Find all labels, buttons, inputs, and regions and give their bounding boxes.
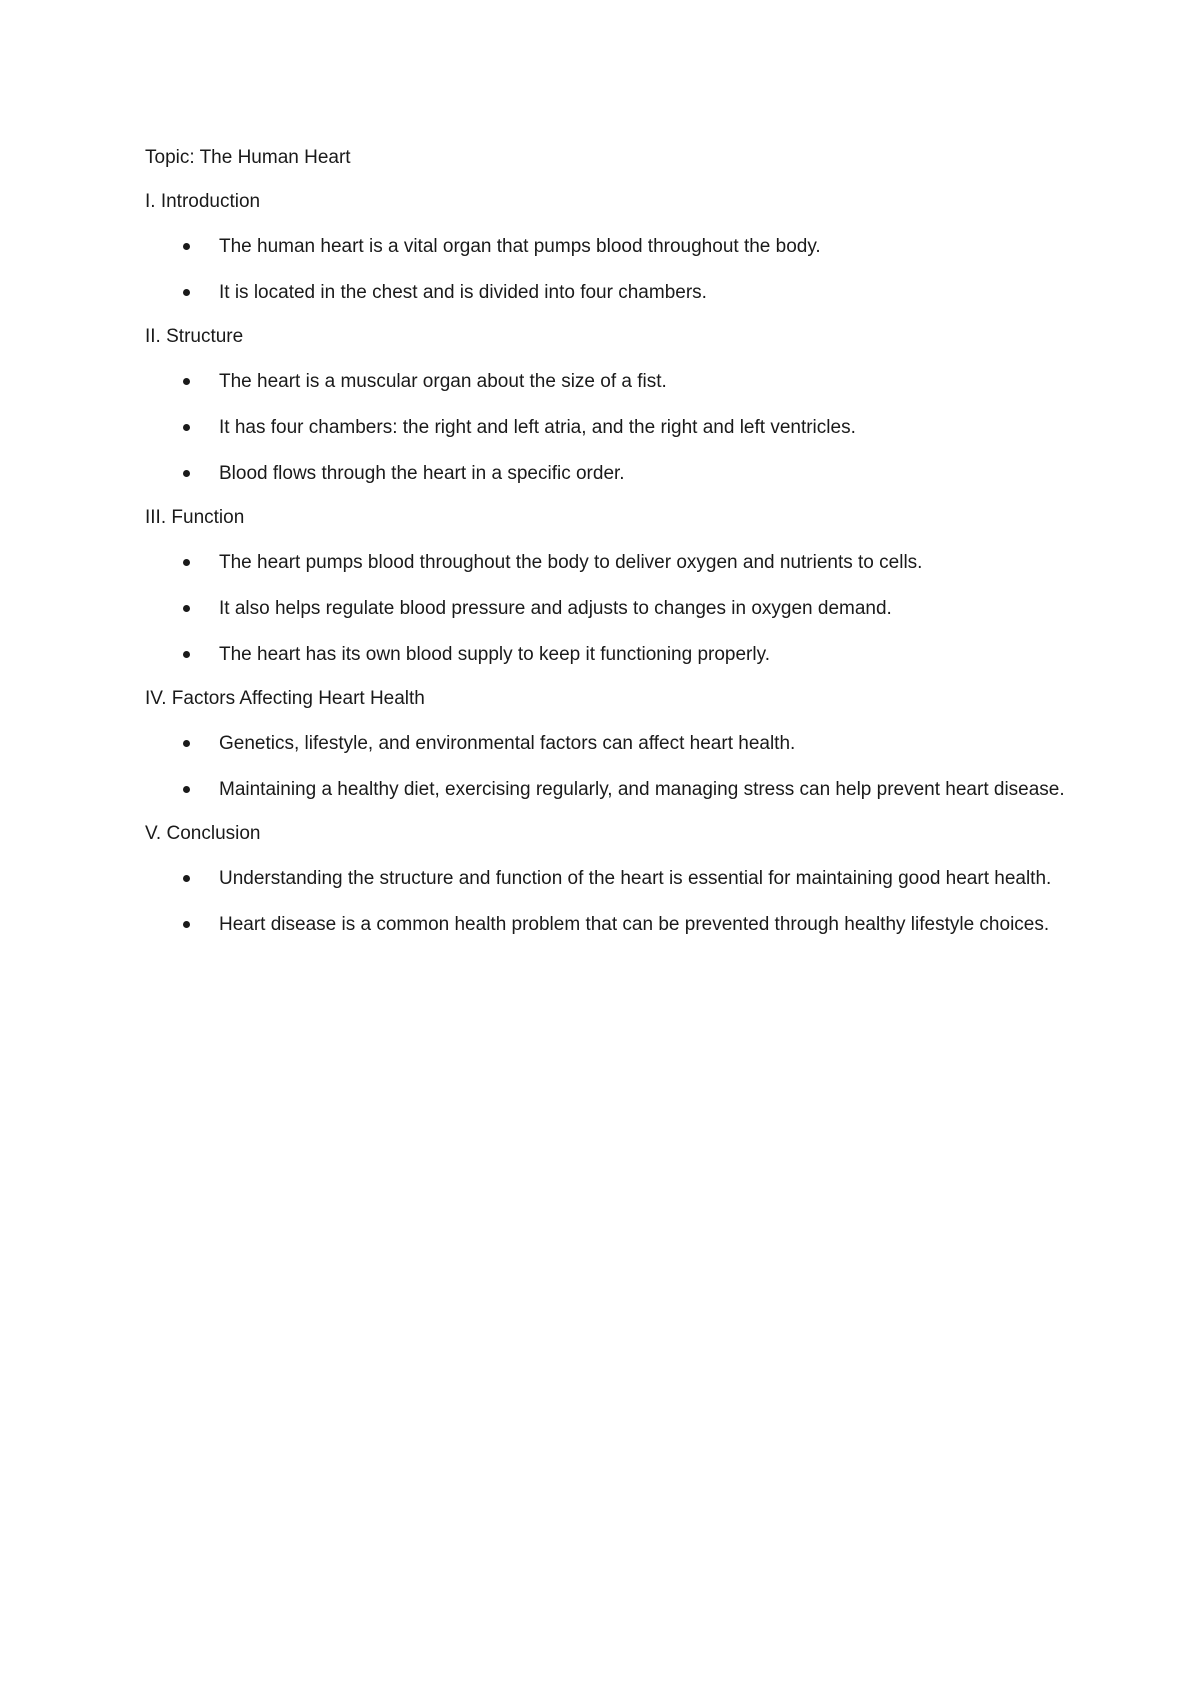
- list-item-text: The human heart is a vital organ that pumps blood throughout the body.: [219, 236, 821, 257]
- section-introduction: [145, 190, 1065, 307]
- section-factors: [145, 687, 1065, 804]
- list-item: [145, 594, 1065, 623]
- list-item-text: It also helps regulate blood pressure and adjusts to changes in oxygen demand.: [219, 598, 892, 619]
- section-heading: IV. Factors Affecting Heart Health: [145, 688, 425, 709]
- bullet-icon: [183, 740, 190, 747]
- list-item: [145, 548, 1065, 577]
- topic-line: Topic: The Human Heart: [145, 147, 351, 168]
- list-item: [145, 864, 1065, 893]
- bullet-icon: [183, 559, 190, 566]
- list-item: [145, 367, 1065, 396]
- bullet-icon: [183, 470, 190, 477]
- section-heading: III. Function: [145, 507, 245, 528]
- bullet-icon: [183, 378, 190, 385]
- list-item-text: The heart pumps blood throughout the body to deliver oxygen and nutrients to cells.: [219, 552, 923, 573]
- section-heading: I. Introduction: [145, 191, 261, 212]
- bullet-icon: [183, 921, 190, 928]
- list-item-text: Heart disease is a common health problem that can be prevented through healthy lifestyle choices.: [219, 914, 1050, 935]
- list-item-text: Understanding the structure and function of the heart is essential for maintaining good heart health.: [219, 868, 1052, 889]
- bullet-icon: [183, 424, 190, 431]
- list-item-text: Genetics, lifestyle, and environmental factors can affect heart health.: [219, 733, 796, 754]
- list-item: [145, 413, 1065, 442]
- list-item-text: It is located in the chest and is divided into four chambers.: [219, 282, 707, 303]
- list-item: [145, 459, 1065, 488]
- section-function: [145, 506, 1065, 669]
- list-item: [145, 910, 1065, 939]
- document-body: [145, 146, 1065, 957]
- section-structure: [145, 325, 1065, 488]
- section-heading: V. Conclusion: [145, 823, 261, 844]
- bullet-icon: [183, 875, 190, 882]
- bullet-list: [145, 729, 1065, 804]
- list-item: [145, 775, 1065, 804]
- list-item-text: It has four chambers: the right and left atria, and the right and left ventricles.: [219, 417, 856, 438]
- bullet-icon: [183, 243, 190, 250]
- bullet-icon: [183, 786, 190, 793]
- section-conclusion: [145, 822, 1065, 939]
- list-item-text: The heart has its own blood supply to keep it functioning properly.: [219, 644, 770, 665]
- bullet-list: [145, 367, 1065, 488]
- list-item: [145, 729, 1065, 758]
- list-item: [145, 640, 1065, 669]
- bullet-list: [145, 548, 1065, 669]
- bullet-icon: [183, 605, 190, 612]
- section-heading: II. Structure: [145, 326, 244, 347]
- bullet-list: [145, 232, 1065, 307]
- list-item: [145, 278, 1065, 307]
- bullet-list: [145, 864, 1065, 939]
- list-item: [145, 232, 1065, 261]
- bullet-icon: [183, 651, 190, 658]
- bullet-icon: [183, 289, 190, 296]
- list-item-text: Maintaining a healthy diet, exercising regularly, and managing stress can help prevent heart disease.: [219, 779, 1065, 800]
- list-item-text: The heart is a muscular organ about the size of a fist.: [219, 371, 667, 392]
- list-item-text: Blood flows through the heart in a specific order.: [219, 463, 625, 484]
